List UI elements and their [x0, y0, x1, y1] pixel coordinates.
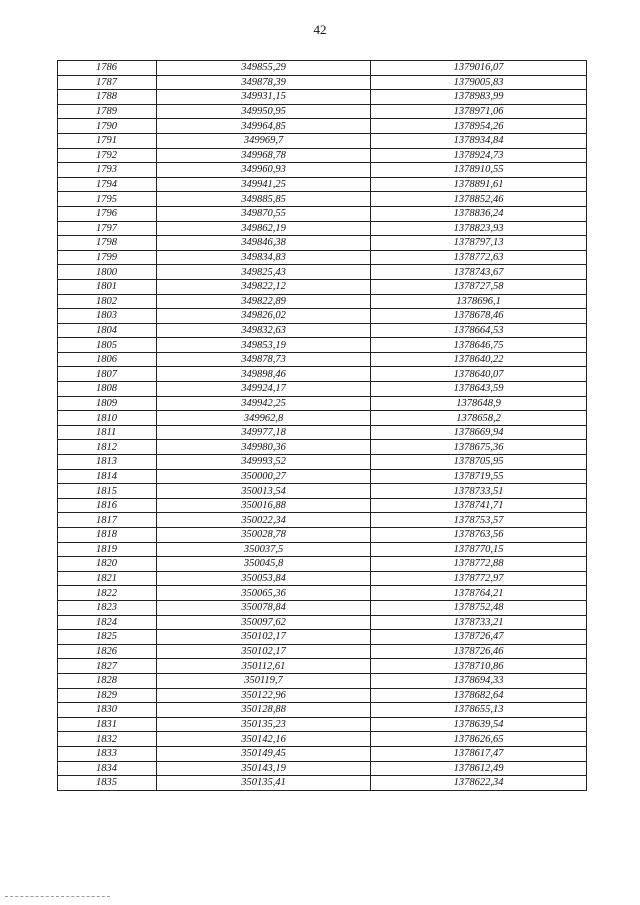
- table-row: [58, 411, 587, 426]
- point-number-cell: 1831: [58, 717, 157, 732]
- table-row: [58, 236, 587, 251]
- y-coordinate-cell: 1378626,65: [371, 732, 587, 747]
- x-coordinate-cell: 349980,36: [157, 440, 371, 455]
- point-number-cell: 1806: [58, 352, 157, 367]
- coordinates-table-body: [58, 61, 587, 791]
- x-coordinate-cell: 350149,45: [157, 746, 371, 761]
- table-row: [58, 104, 587, 119]
- x-coordinate-cell: 350102,17: [157, 630, 371, 645]
- table-row: [58, 177, 587, 192]
- x-coordinate-cell: 349968,78: [157, 148, 371, 163]
- point-number-cell: 1808: [58, 382, 157, 397]
- table-row: [58, 163, 587, 178]
- page-number: 42: [313, 22, 327, 37]
- x-coordinate-cell: 349832,63: [157, 323, 371, 338]
- point-number-cell: 1828: [58, 673, 157, 688]
- x-coordinate-cell: 350112,61: [157, 659, 371, 674]
- point-number-cell: 1809: [58, 396, 157, 411]
- x-coordinate-cell: 349977,18: [157, 425, 371, 440]
- point-number-cell: 1795: [58, 192, 157, 207]
- y-coordinate-cell: 1378696,1: [371, 294, 587, 309]
- x-coordinate-cell: 349870,55: [157, 206, 371, 221]
- table-row: [58, 192, 587, 207]
- y-coordinate-cell: 1378675,36: [371, 440, 587, 455]
- point-number-cell: 1832: [58, 732, 157, 747]
- point-number-cell: 1811: [58, 425, 157, 440]
- point-number-cell: 1825: [58, 630, 157, 645]
- y-coordinate-cell: 1378753,57: [371, 513, 587, 528]
- table-row: [58, 352, 587, 367]
- point-number-cell: 1812: [58, 440, 157, 455]
- x-coordinate-cell: 349942,25: [157, 396, 371, 411]
- y-coordinate-cell: 1378891,61: [371, 177, 587, 192]
- point-number-cell: 1804: [58, 323, 157, 338]
- point-number-cell: 1815: [58, 484, 157, 499]
- table-row: [58, 440, 587, 455]
- table-row: [58, 498, 587, 513]
- y-coordinate-cell: 1378669,94: [371, 425, 587, 440]
- y-coordinate-cell: 1378612,49: [371, 761, 587, 776]
- x-coordinate-cell: 349993,52: [157, 455, 371, 470]
- table-row: [58, 323, 587, 338]
- point-number-cell: 1789: [58, 104, 157, 119]
- point-number-cell: 1814: [58, 469, 157, 484]
- table-row: [58, 382, 587, 397]
- x-coordinate-cell: 349960,93: [157, 163, 371, 178]
- x-coordinate-cell: 349969,7: [157, 133, 371, 148]
- y-coordinate-cell: 1378682,64: [371, 688, 587, 703]
- table-row: [58, 571, 587, 586]
- point-number-cell: 1799: [58, 250, 157, 265]
- x-coordinate-cell: 349941,25: [157, 177, 371, 192]
- point-number-cell: 1827: [58, 659, 157, 674]
- point-number-cell: 1834: [58, 761, 157, 776]
- y-coordinate-cell: 1378733,51: [371, 484, 587, 499]
- x-coordinate-cell: 350028,78: [157, 528, 371, 543]
- point-number-cell: 1792: [58, 148, 157, 163]
- x-coordinate-cell: 349878,73: [157, 352, 371, 367]
- x-coordinate-cell: 349962,8: [157, 411, 371, 426]
- point-number-cell: 1794: [58, 177, 157, 192]
- x-coordinate-cell: 349834,83: [157, 250, 371, 265]
- y-coordinate-cell: 1378705,95: [371, 455, 587, 470]
- y-coordinate-cell: 1378639,54: [371, 717, 587, 732]
- y-coordinate-cell: 1378954,26: [371, 119, 587, 134]
- x-coordinate-cell: 349964,85: [157, 119, 371, 134]
- table-row: [58, 221, 587, 236]
- x-coordinate-cell: 349853,19: [157, 338, 371, 353]
- table-row: [58, 542, 587, 557]
- x-coordinate-cell: 349855,29: [157, 61, 371, 76]
- y-coordinate-cell: 1378772,88: [371, 557, 587, 572]
- y-coordinate-cell: 1378726,47: [371, 630, 587, 645]
- y-coordinate-cell: 1378710,86: [371, 659, 587, 674]
- y-coordinate-cell: 1378772,63: [371, 250, 587, 265]
- table-row: [58, 396, 587, 411]
- y-coordinate-cell: 1378741,71: [371, 498, 587, 513]
- table-row: [58, 703, 587, 718]
- table-row: [58, 250, 587, 265]
- x-coordinate-cell: 350119,7: [157, 673, 371, 688]
- table-row: [58, 484, 587, 499]
- point-number-cell: 1802: [58, 294, 157, 309]
- table-row: [58, 746, 587, 761]
- x-coordinate-cell: 350065,36: [157, 586, 371, 601]
- y-coordinate-cell: 1378664,53: [371, 323, 587, 338]
- point-number-cell: 1788: [58, 90, 157, 105]
- table-row: [58, 61, 587, 76]
- x-coordinate-cell: 350016,88: [157, 498, 371, 513]
- y-coordinate-cell: 1378764,21: [371, 586, 587, 601]
- table-row: [58, 309, 587, 324]
- x-coordinate-cell: 349862,19: [157, 221, 371, 236]
- x-coordinate-cell: 349878,39: [157, 75, 371, 90]
- y-coordinate-cell: 1378733,21: [371, 615, 587, 630]
- y-coordinate-cell: 1378719,55: [371, 469, 587, 484]
- point-number-cell: 1822: [58, 586, 157, 601]
- point-number-cell: 1824: [58, 615, 157, 630]
- y-coordinate-cell: 1378852,46: [371, 192, 587, 207]
- x-coordinate-cell: 349822,12: [157, 279, 371, 294]
- x-coordinate-cell: 350143,19: [157, 761, 371, 776]
- y-coordinate-cell: 1378648,9: [371, 396, 587, 411]
- table-row: [58, 294, 587, 309]
- y-coordinate-cell: 1378934,84: [371, 133, 587, 148]
- table-row: [58, 600, 587, 615]
- x-coordinate-cell: 350045,8: [157, 557, 371, 572]
- footer-rule: [5, 896, 110, 897]
- table-row: [58, 528, 587, 543]
- table-row: [58, 776, 587, 791]
- y-coordinate-cell: 1378727,58: [371, 279, 587, 294]
- x-coordinate-cell: 350078,84: [157, 600, 371, 615]
- point-number-cell: 1816: [58, 498, 157, 513]
- table-row: [58, 673, 587, 688]
- table-row: [58, 630, 587, 645]
- point-number-cell: 1830: [58, 703, 157, 718]
- x-coordinate-cell: 349898,46: [157, 367, 371, 382]
- table-row: [58, 119, 587, 134]
- y-coordinate-cell: 1378924,73: [371, 148, 587, 163]
- table-row: [58, 513, 587, 528]
- point-number-cell: 1793: [58, 163, 157, 178]
- table-row: [58, 644, 587, 659]
- y-coordinate-cell: 1379016,07: [371, 61, 587, 76]
- table-row: [58, 659, 587, 674]
- y-coordinate-cell: 1378643,59: [371, 382, 587, 397]
- point-number-cell: 1833: [58, 746, 157, 761]
- y-coordinate-cell: 1378770,15: [371, 542, 587, 557]
- y-coordinate-cell: 1378983,99: [371, 90, 587, 105]
- x-coordinate-cell: 350102,17: [157, 644, 371, 659]
- y-coordinate-cell: 1378763,56: [371, 528, 587, 543]
- y-coordinate-cell: 1378797,13: [371, 236, 587, 251]
- x-coordinate-cell: 350135,23: [157, 717, 371, 732]
- point-number-cell: 1800: [58, 265, 157, 280]
- x-coordinate-cell: 350142,16: [157, 732, 371, 747]
- coordinates-table: [57, 60, 587, 791]
- x-coordinate-cell: 349846,38: [157, 236, 371, 251]
- point-number-cell: 1801: [58, 279, 157, 294]
- point-number-cell: 1823: [58, 600, 157, 615]
- table-row: [58, 455, 587, 470]
- point-number-cell: 1826: [58, 644, 157, 659]
- x-coordinate-cell: 350053,84: [157, 571, 371, 586]
- point-number-cell: 1835: [58, 776, 157, 791]
- y-coordinate-cell: 1378617,47: [371, 746, 587, 761]
- x-coordinate-cell: 349931,15: [157, 90, 371, 105]
- y-coordinate-cell: 1378836,24: [371, 206, 587, 221]
- point-number-cell: 1813: [58, 455, 157, 470]
- table-row: [58, 425, 587, 440]
- y-coordinate-cell: 1378646,75: [371, 338, 587, 353]
- point-number-cell: 1798: [58, 236, 157, 251]
- table-row: [58, 265, 587, 280]
- point-number-cell: 1791: [58, 133, 157, 148]
- x-coordinate-cell: 349825,43: [157, 265, 371, 280]
- table-row: [58, 279, 587, 294]
- x-coordinate-cell: 349924,17: [157, 382, 371, 397]
- y-coordinate-cell: 1378658,2: [371, 411, 587, 426]
- point-number-cell: 1820: [58, 557, 157, 572]
- y-coordinate-cell: 1378678,46: [371, 309, 587, 324]
- x-coordinate-cell: 349885,85: [157, 192, 371, 207]
- y-coordinate-cell: 1378971,06: [371, 104, 587, 119]
- table-row: [58, 615, 587, 630]
- y-coordinate-cell: 1378752,48: [371, 600, 587, 615]
- point-number-cell: 1797: [58, 221, 157, 236]
- y-coordinate-cell: 1378910,55: [371, 163, 587, 178]
- table-row: [58, 206, 587, 221]
- point-number-cell: 1805: [58, 338, 157, 353]
- x-coordinate-cell: 350037,5: [157, 542, 371, 557]
- table-row: [58, 557, 587, 572]
- point-number-cell: 1803: [58, 309, 157, 324]
- point-number-cell: 1817: [58, 513, 157, 528]
- point-number-cell: 1807: [58, 367, 157, 382]
- x-coordinate-cell: 350135,41: [157, 776, 371, 791]
- x-coordinate-cell: 350122,96: [157, 688, 371, 703]
- x-coordinate-cell: 349950,95: [157, 104, 371, 119]
- x-coordinate-cell: 350013,54: [157, 484, 371, 499]
- x-coordinate-cell: 349826,02: [157, 309, 371, 324]
- y-coordinate-cell: 1379005,83: [371, 75, 587, 90]
- point-number-cell: 1786: [58, 61, 157, 76]
- table-row: [58, 732, 587, 747]
- point-number-cell: 1818: [58, 528, 157, 543]
- table-row: [58, 586, 587, 601]
- point-number-cell: 1810: [58, 411, 157, 426]
- table-row: [58, 338, 587, 353]
- x-coordinate-cell: 349822,89: [157, 294, 371, 309]
- table-row: [58, 717, 587, 732]
- table-row: [58, 469, 587, 484]
- x-coordinate-cell: 350097,62: [157, 615, 371, 630]
- y-coordinate-cell: 1378640,07: [371, 367, 587, 382]
- x-coordinate-cell: 350000,27: [157, 469, 371, 484]
- y-coordinate-cell: 1378622,34: [371, 776, 587, 791]
- y-coordinate-cell: 1378772,97: [371, 571, 587, 586]
- table-row: [58, 133, 587, 148]
- y-coordinate-cell: 1378694,33: [371, 673, 587, 688]
- point-number-cell: 1790: [58, 119, 157, 134]
- x-coordinate-cell: 350128,88: [157, 703, 371, 718]
- point-number-cell: 1796: [58, 206, 157, 221]
- table-row: [58, 688, 587, 703]
- y-coordinate-cell: 1378655,13: [371, 703, 587, 718]
- table-row: [58, 761, 587, 776]
- table-row: [58, 367, 587, 382]
- point-number-cell: 1821: [58, 571, 157, 586]
- y-coordinate-cell: 1378823,93: [371, 221, 587, 236]
- point-number-cell: 1829: [58, 688, 157, 703]
- table-row: [58, 90, 587, 105]
- y-coordinate-cell: 1378743,67: [371, 265, 587, 280]
- table-row: [58, 148, 587, 163]
- x-coordinate-cell: 350022,34: [157, 513, 371, 528]
- point-number-cell: 1787: [58, 75, 157, 90]
- point-number-cell: 1819: [58, 542, 157, 557]
- table-row: [58, 75, 587, 90]
- y-coordinate-cell: 1378640,22: [371, 352, 587, 367]
- y-coordinate-cell: 1378726,46: [371, 644, 587, 659]
